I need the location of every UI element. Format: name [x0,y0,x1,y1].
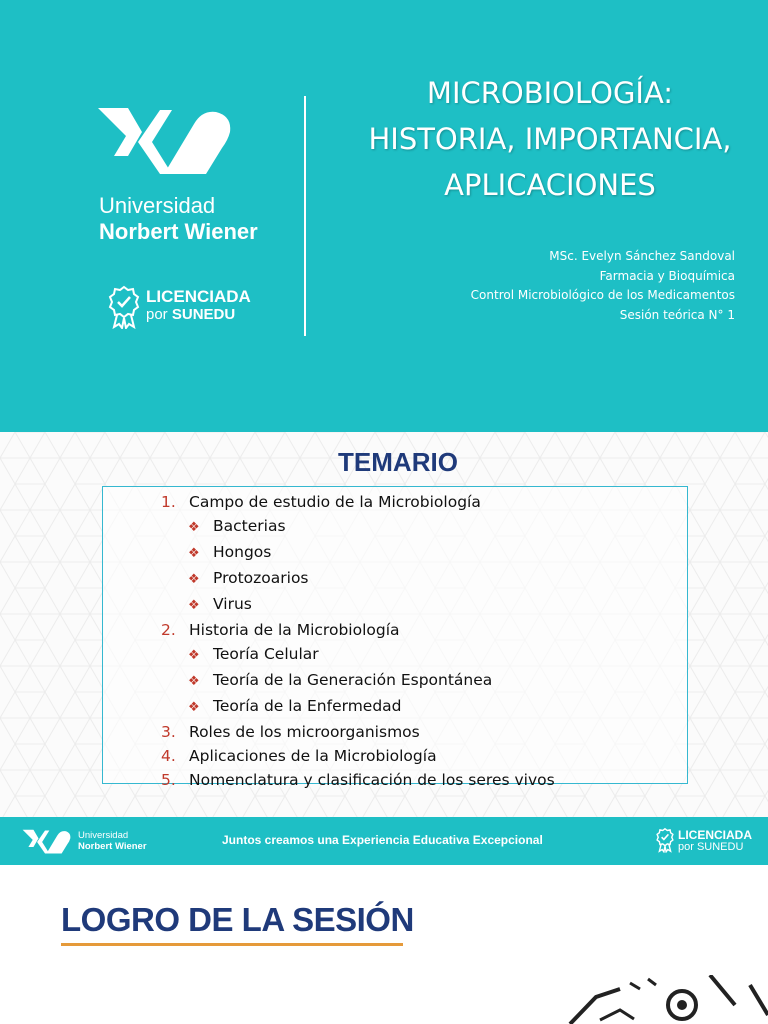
footer-university [78,830,147,852]
item-number: 5. [161,771,176,789]
university-logo-icon [98,106,233,178]
program-name: Farmacia y Bioquímica [599,268,735,283]
subitem-text: Protozoarios [213,569,309,587]
temario-box [102,486,688,789]
item-text: Campo de estudio de la Microbiología [189,493,481,511]
subitem-text: Bacterias [213,517,286,535]
footer-university-line2: Norbert Wiener [78,841,147,852]
license-prefix: por [146,306,168,323]
presenter-info [471,247,735,325]
subitem-text: Teoría de la Enfermedad [213,697,402,715]
subitem-text: Virus [213,595,252,613]
item-number: 1. [161,493,176,511]
diamond-bullet-icon: ❖ [188,572,200,587]
temario-subitem [161,668,555,694]
license-sunedu: SUNEDU [171,306,236,323]
cover-slide [0,0,768,432]
temario-item [161,490,555,514]
university-name-line1: Universidad [99,193,216,218]
temario-item [161,618,555,642]
logro-title: LOGRO DE LA SESIÓN [61,901,414,938]
diamond-bullet-icon: ❖ [188,700,200,715]
item-number: 2. [161,621,176,639]
temario-subitem [161,540,555,566]
temario-title: TEMARIO [338,447,458,477]
footer-university-line1: Universidad [78,830,129,841]
title-line: HISTORIA, IMPORTANCIA, [368,122,732,156]
title-underline [61,943,403,946]
temario-subitem [161,694,555,720]
diamond-bullet-icon: ❖ [188,520,200,535]
target-illustration-icon [560,975,768,1024]
university-logo-icon [22,829,72,855]
temario-item [161,720,555,744]
slide-title [320,70,768,208]
footer-bar [0,817,768,865]
item-text: Historia de la Microbiología [189,621,400,639]
item-number: 4. [161,747,176,765]
title-line: MICROBIOLOGÍA: [426,76,674,110]
temario-list [161,490,555,792]
license-sublabel [146,306,235,323]
item-text: Aplicaciones de la Microbiología [189,747,437,765]
temario-subitem [161,514,555,540]
diamond-bullet-icon: ❖ [188,648,200,663]
seal-check-icon [656,827,674,853]
item-text: Nomenclatura y clasificación de los seres vivos [189,771,555,789]
vertical-divider [304,96,306,336]
presenter-name: MSc. Evelyn Sánchez Sandoval [549,249,735,263]
diamond-bullet-icon: ❖ [188,598,200,613]
footer-license-sublabel: por SUNEDU [678,841,744,853]
temario-subitem [161,566,555,592]
subitem-text: Teoría de la Generación Espontánea [213,671,493,689]
subitem-text: Teoría Celular [213,645,319,663]
logro-slide [0,865,768,1024]
temario-item [161,768,555,792]
footer-slogan: Juntos creamos una Experiencia Educativa Excepcional [222,833,543,847]
seal-check-icon [108,285,140,329]
footer-license-label: LICENCIADA [678,828,752,842]
course-name: Control Microbiológico de los Medicamentos [470,288,735,302]
university-name-line2: Norbert Wiener [99,219,258,244]
temario-slide [0,432,768,865]
license-label: LICENCIADA [146,287,251,306]
session-label: Sesión teórica N° 1 [619,307,735,322]
temario-subitem [161,642,555,668]
item-text: Roles de los microorganismos [189,723,420,741]
diamond-bullet-icon: ❖ [188,674,200,689]
temario-item [161,744,555,768]
subitem-text: Hongos [213,543,272,561]
diamond-bullet-icon: ❖ [188,546,200,561]
title-line: APLICACIONES [444,168,656,202]
temario-subitem [161,592,555,618]
item-number: 3. [161,723,176,741]
